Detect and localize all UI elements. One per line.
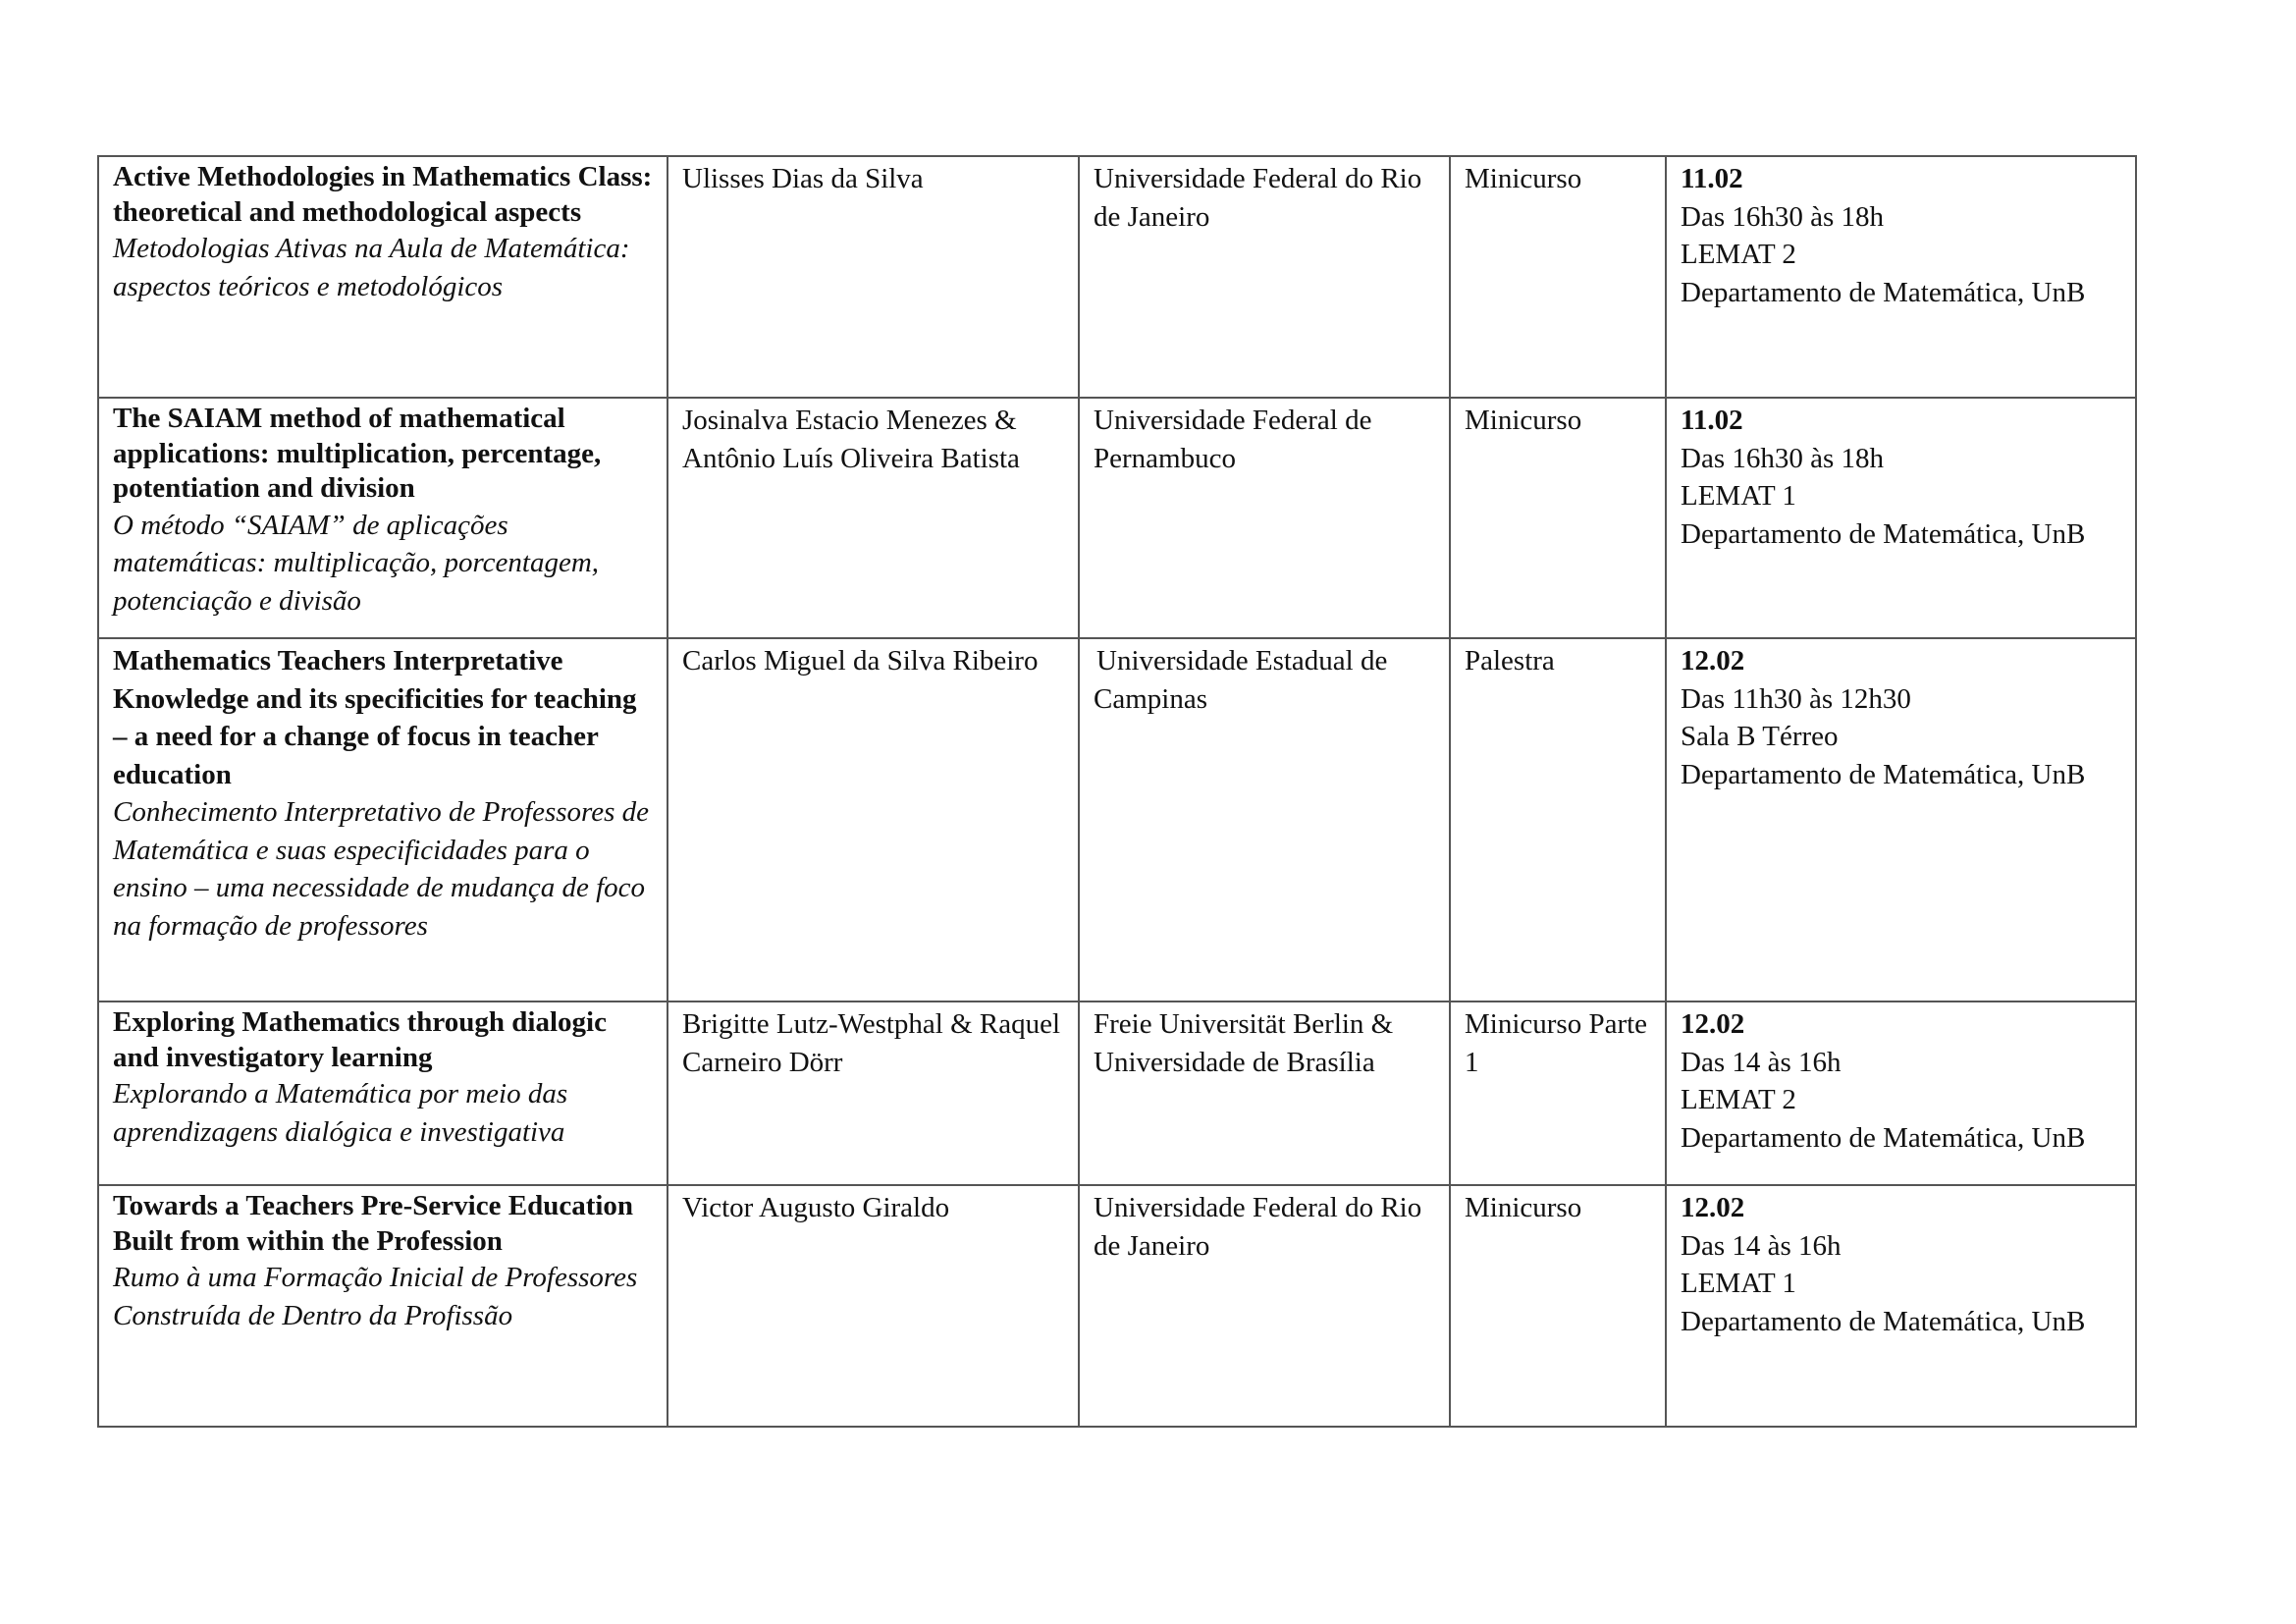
title-cell bbox=[98, 1185, 667, 1427]
table-row bbox=[98, 1185, 2136, 1427]
session-time: Das 14 às 16h bbox=[1681, 1229, 1842, 1262]
session-type: Minicurso Parte 1 bbox=[1465, 1008, 1648, 1078]
title-portuguese: O método “SAIAM” de aplicações matemáticas: multiplicação, porcentagem, potenciação e divisão bbox=[113, 509, 600, 617]
title-portuguese: Explorando a Matemática por meio das aprendizagens dialógica e investigativa bbox=[113, 1078, 568, 1148]
speaker-name: Josinalva Estacio Menezes & Antônio Luís Oliveira Batista bbox=[682, 405, 1020, 474]
institution-name: Universidade Federal do Rio de Janeiro bbox=[1094, 163, 1422, 233]
type-cell bbox=[1450, 638, 1666, 1001]
session-type: Minicurso bbox=[1465, 405, 1582, 436]
institution-name: Universidade Estadual de Campinas bbox=[1094, 645, 1388, 715]
speaker-name: Ulisses Dias da Silva bbox=[682, 163, 924, 194]
speaker-cell bbox=[667, 398, 1079, 638]
type-cell bbox=[1450, 1001, 1666, 1185]
institution-cell bbox=[1079, 1185, 1450, 1427]
schedule-cell bbox=[1666, 398, 2136, 638]
session-room: LEMAT 1 bbox=[1681, 1268, 1796, 1299]
title-english: Active Methodologies in Mathematics Class: theoretical and methodological aspects bbox=[113, 161, 653, 228]
title-cell bbox=[98, 398, 667, 638]
table-row bbox=[98, 1001, 2136, 1185]
title-cell bbox=[98, 156, 667, 398]
session-date: 12.02 bbox=[1681, 1192, 1745, 1223]
type-cell bbox=[1450, 398, 1666, 638]
speaker-cell bbox=[667, 156, 1079, 398]
session-location: Departamento de Matemática, UnB bbox=[1681, 517, 2086, 550]
table-row bbox=[98, 156, 2136, 398]
session-room: LEMAT 2 bbox=[1681, 239, 1796, 270]
session-type: Minicurso bbox=[1465, 1192, 1582, 1223]
speaker-cell bbox=[667, 638, 1079, 1001]
institution-name: Universidade Federal de Pernambuco bbox=[1094, 405, 1372, 474]
session-time: Das 14 às 16h bbox=[1681, 1046, 1842, 1078]
title-english: Towards a Teachers Pre-Service Education Built from within the Profession bbox=[113, 1190, 634, 1257]
title-english: Mathematics Teachers Interpretative Knowledge and its specificities for teaching – a need for a change of focus in teacher education bbox=[113, 645, 637, 790]
institution-cell bbox=[1079, 398, 1450, 638]
speaker-name: Brigitte Lutz-Westphal & Raquel Carneiro Dörr bbox=[682, 1008, 1061, 1078]
session-location: Departamento de Matemática, UnB bbox=[1681, 758, 2086, 790]
institution-name: Freie Universität Berlin & Universidade de Brasília bbox=[1094, 1008, 1394, 1078]
title-cell bbox=[98, 1001, 667, 1185]
institution-cell bbox=[1079, 156, 1450, 398]
session-date: 11.02 bbox=[1681, 163, 1743, 194]
session-date: 12.02 bbox=[1681, 645, 1745, 677]
schedule-cell bbox=[1666, 1185, 2136, 1427]
title-english: Exploring Mathematics through dialogic and investigatory learning bbox=[113, 1006, 607, 1073]
type-cell bbox=[1450, 1185, 1666, 1427]
institution-cell bbox=[1079, 1001, 1450, 1185]
session-type: Minicurso bbox=[1465, 163, 1582, 194]
title-cell bbox=[98, 638, 667, 1001]
title-portuguese: Conhecimento Interpretativo de Professores de Matemática e suas especificidades para o ensino – uma necessidade de mudança de foco na formação de professores bbox=[113, 796, 650, 942]
session-date: 11.02 bbox=[1681, 405, 1743, 436]
speaker-name: Victor Augusto Giraldo bbox=[682, 1192, 950, 1223]
title-portuguese: Rumo à uma Formação Inicial de Professores Construída de Dentro da Profissão bbox=[113, 1262, 638, 1331]
session-time: Das 16h30 às 18h bbox=[1681, 200, 1885, 233]
speaker-cell bbox=[667, 1185, 1079, 1427]
title-portuguese: Metodologias Ativas na Aula de Matemática: aspectos teóricos e metodológicos bbox=[113, 233, 630, 302]
title-english: The SAIAM method of mathematical applications: multiplication, percentage, potentiation and division bbox=[113, 403, 602, 504]
schedule-cell bbox=[1666, 638, 2136, 1001]
institution-cell bbox=[1079, 638, 1450, 1001]
table-row bbox=[98, 638, 2136, 1001]
session-time: Das 16h30 às 18h bbox=[1681, 442, 1885, 474]
session-room: LEMAT 2 bbox=[1681, 1084, 1796, 1115]
type-cell bbox=[1450, 156, 1666, 398]
table-row bbox=[98, 398, 2136, 638]
session-time: Das 11h30 às 12h30 bbox=[1681, 682, 1911, 715]
schedule-cell bbox=[1666, 156, 2136, 398]
schedule-cell bbox=[1666, 1001, 2136, 1185]
speaker-name: Carlos Miguel da Silva Ribeiro bbox=[682, 645, 1039, 677]
schedule-table bbox=[97, 155, 2137, 1428]
speaker-cell bbox=[667, 1001, 1079, 1185]
session-location: Departamento de Matemática, UnB bbox=[1681, 1305, 2086, 1337]
session-date: 12.02 bbox=[1681, 1008, 1745, 1040]
session-room: LEMAT 1 bbox=[1681, 480, 1796, 512]
session-type: Palestra bbox=[1465, 645, 1555, 677]
session-location: Departamento de Matemática, UnB bbox=[1681, 276, 2086, 308]
session-location: Departamento de Matemática, UnB bbox=[1681, 1121, 2086, 1154]
institution-name: Universidade Federal do Rio de Janeiro bbox=[1094, 1192, 1422, 1262]
session-room: Sala B Térreo bbox=[1681, 721, 1839, 752]
